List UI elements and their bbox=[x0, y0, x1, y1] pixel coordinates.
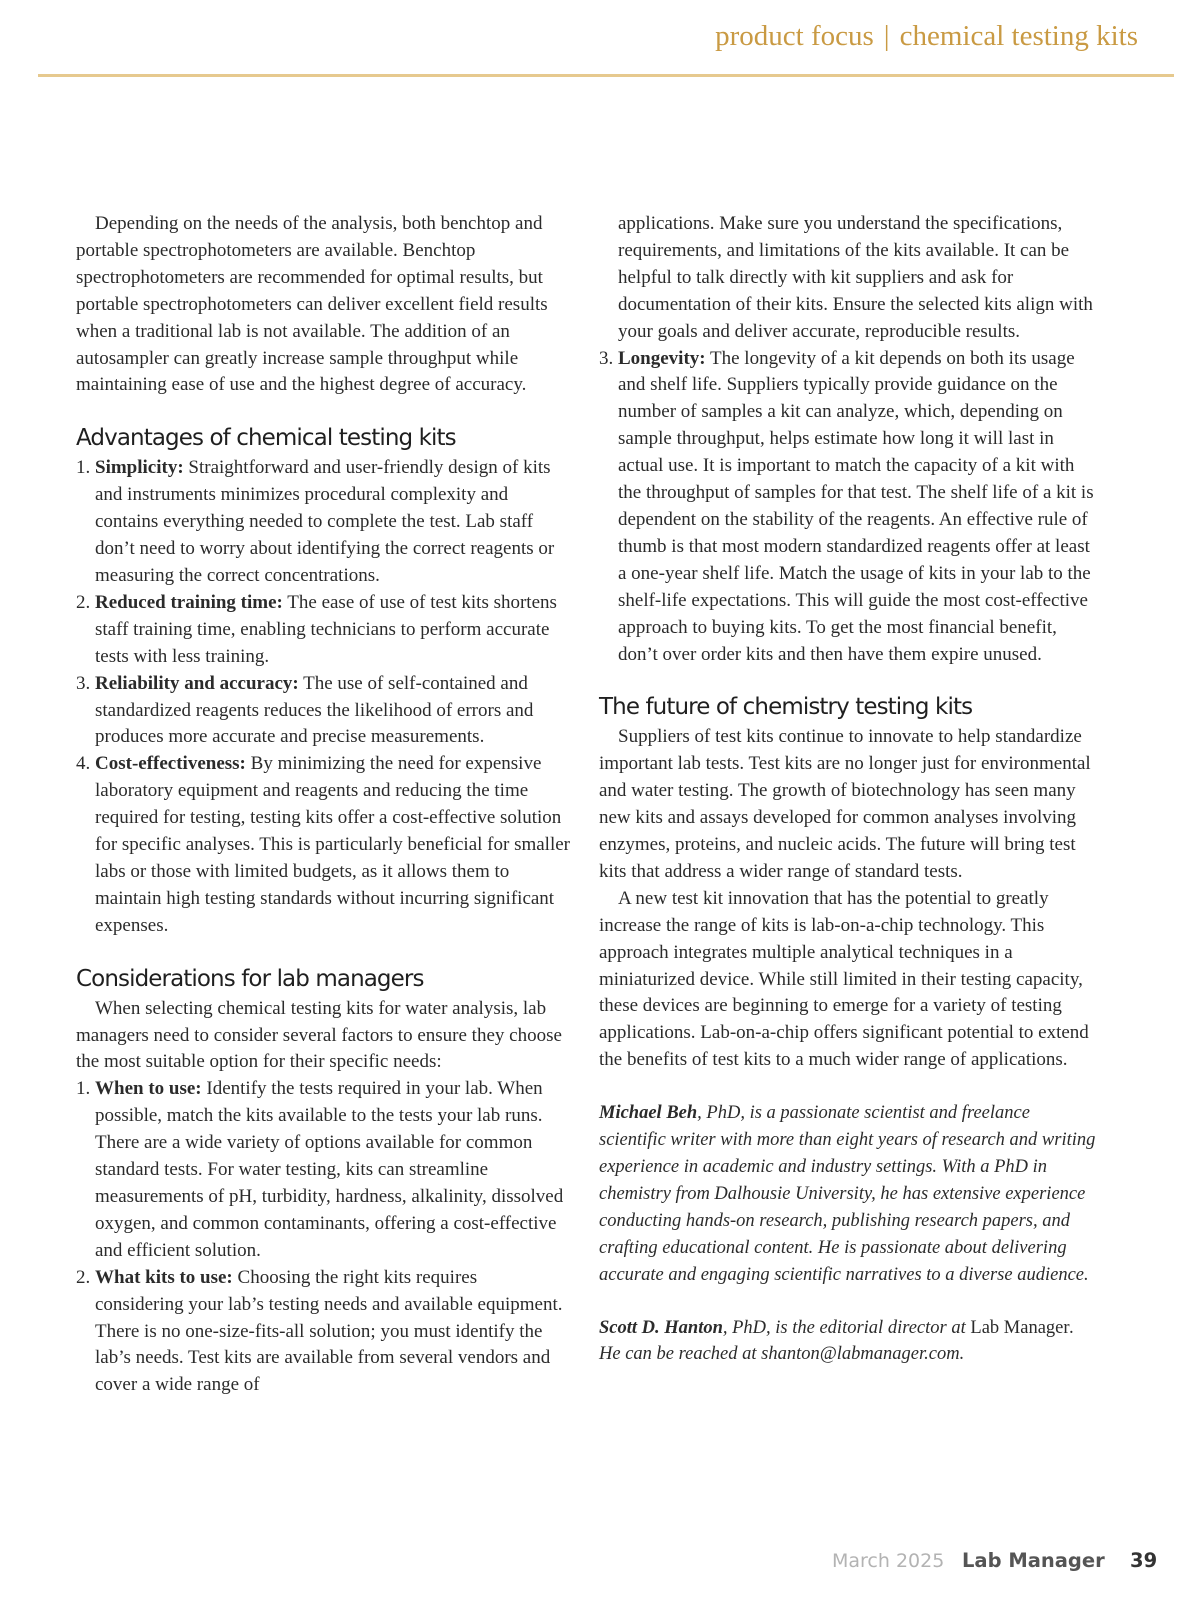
item-number: 2. bbox=[76, 1266, 91, 1288]
future-paragraph-1: Suppliers of test kits continue to innovate to help standardize important lab tests. Test kits are no longer just for environmental and water testing. The growth of biotechnology has seen many new kits and assays developed for common analyses involving enzymes, proteins, and nucleic acids. The future will bring test kits that address a wider range of standard tests. bbox=[599, 726, 1091, 882]
item-number: 3. bbox=[76, 672, 91, 694]
page-header bbox=[38, 0, 1174, 77]
advantages-heading: Advantages of chemical testing kits bbox=[76, 425, 456, 452]
item-term: Cost-effectiveness: bbox=[95, 753, 246, 775]
item-text: Straightforward and user-friendly design of kits and instruments minimizes procedural complexity and contains everything needed to complete the test. Lab staff don’t need to worry about identifying the correct reagents or measuring the correct concentrations. bbox=[95, 457, 555, 586]
item-term: What kits to use: bbox=[95, 1266, 233, 1288]
publication-name: Lab Manager bbox=[970, 1317, 1070, 1338]
issue-date: March 2025 bbox=[832, 1550, 945, 1572]
item-term: Reduced training time: bbox=[95, 591, 283, 613]
intro-paragraph: Depending on the needs of the analysis, both benchtop and portable spectrophotometers are available. Benchtop spectrophotometers are recommended for optimal results, but portable spectrophotometers can deliver excellent field results when a traditional lab is not available. The addition of an autosampler can greatly increase sample throughput while maintaining ease of use and the highest degree of accuracy. bbox=[76, 213, 548, 396]
considerations-heading: Considerations for lab managers bbox=[76, 965, 424, 992]
item-text: By minimizing the need for expensive laboratory equipment and reagents and reducing the time required for testing, testing kits offer a cost-effective solution for specific analyses. This is particularly beneficial for smaller labs or those with limited budgets, as it allows them to maintain high testing standards without incurring significant expenses. bbox=[95, 753, 570, 936]
author-name: Scott D. Hanton bbox=[599, 1317, 723, 1338]
future-paragraph-2: A new test kit innovation that has the potential to greatly increase the range of kits is lab-on-a-chip technology. This approach integrates multiple analytical techniques in a miniaturized device. While still limited in their testing capacity, these devices are beginning to emerge for a variety of testing applications. Lab-on-a-chip offers significant potential to extend the benefits of test kits to a much wider range of applications. bbox=[599, 887, 1089, 1071]
considerations-intro: When selecting chemical testing kits for water analysis, lab managers need to consider several factors to ensure they choose the most suitable option for their specific needs: bbox=[76, 997, 562, 1073]
author-bio-scott-hanton bbox=[599, 1315, 1099, 1369]
item-term: Reliability and accuracy: bbox=[95, 672, 299, 694]
list-item bbox=[76, 1076, 570, 1264]
item-text: The longevity of a kit depends on both its usage and shelf life. Suppliers typically provide guidance on the number of samples a kit can analyze, which, depending on sample throughput, helps estimate how long it will last in actual use. It is important to match the capacity of a kit with the throughput of samples for that test. The shelf life of a kit is dependent on the stability of the reagents. An effective rule of thumb is that most modern standardized reagents offer at least a one-year shelf life. Match the usage of kits in your lab to the shelf-life expectations. This will guide the most cost-effective approach to buying kits. To get the most financial benefit, don’t over order kits and then have them expire unused. bbox=[618, 347, 1094, 665]
section-label: product focus bbox=[715, 20, 874, 52]
header-separator: | bbox=[883, 20, 890, 52]
item-number: 1. bbox=[76, 457, 91, 479]
list-item bbox=[76, 590, 570, 671]
list-item bbox=[76, 671, 570, 752]
bio-contact: . He can be reached at shanton@labmanager.com. bbox=[599, 1317, 1075, 1365]
item-text: The ease of use of test kits shortens staff training time, enabling technicians to perform accurate tests with less training. bbox=[95, 591, 557, 667]
item-term: Longevity: bbox=[618, 347, 706, 369]
item-number: 3. bbox=[599, 347, 614, 369]
page-number: 39 bbox=[1130, 1549, 1158, 1572]
author-bio-michael-beh bbox=[599, 1100, 1099, 1288]
future-heading: The future of chemistry testing kits bbox=[599, 694, 973, 721]
item-number: 1. bbox=[76, 1078, 91, 1100]
author-name: Michael Beh bbox=[599, 1103, 698, 1124]
item-term: Simplicity: bbox=[95, 457, 184, 479]
item-text: Identify the tests required in your lab. When possible, match the kits available to the tests your lab runs. There are a wide variety of options available for common standard tests. For water testing, kits can streamline measurements of pH, turbidity, hardness, alkalinity, dissolved oxygen, and common contaminants, offering a cost-effective and efficient solution. bbox=[95, 1078, 564, 1261]
bio-text: , PhD, is a passionate scientist and freelance scientific writer with more than eight years of research and writing experience in academic and industry settings. With a PhD in chemistry from Dalhousie University, he has extensive experience conducting hands-on research, publishing research papers, and crafting educational content. He is passionate about delivering accurate and engaging scientific narratives to a diverse audience. bbox=[599, 1103, 1096, 1285]
item-number: 2. bbox=[76, 591, 91, 613]
magazine-name: Lab Manager bbox=[962, 1549, 1105, 1572]
list-item bbox=[599, 346, 1099, 669]
bio-text: , PhD, is the editorial director at bbox=[722, 1317, 971, 1338]
advantages-list bbox=[76, 455, 570, 939]
item-text: Choosing the right kits requires considering your lab’s testing needs and available equipment. There is no one-size-fits-all solution; you must identify the lab’s needs. Test kits are available from several vendors and cover a wide range of bbox=[95, 1266, 563, 1396]
list-item bbox=[76, 455, 570, 590]
item-number: 4. bbox=[76, 753, 91, 775]
list-item bbox=[76, 751, 570, 939]
left-column bbox=[76, 211, 570, 1399]
item-term: When to use: bbox=[95, 1078, 202, 1100]
item-text: The use of self-contained and standardized reagents reduces the likelihood of errors and produces more accurate and precise measurements. bbox=[95, 672, 534, 748]
topic-label: chemical testing kits bbox=[899, 20, 1138, 52]
running-head bbox=[715, 20, 1138, 53]
continued-list-text: applications. Make sure you understand the specifications, requirements, and limitations of the kits available. It can be helpful to talk directly with kit suppliers and ask for documentation of their kits. Ensure the selected kits align with your goals and deliver accurate, reproducible results. bbox=[618, 213, 1093, 342]
list-item bbox=[76, 1265, 570, 1400]
considerations-list-continued bbox=[599, 346, 1099, 669]
right-column bbox=[599, 211, 1099, 1368]
page-footer bbox=[0, 1550, 1200, 1580]
considerations-list bbox=[76, 1076, 570, 1399]
